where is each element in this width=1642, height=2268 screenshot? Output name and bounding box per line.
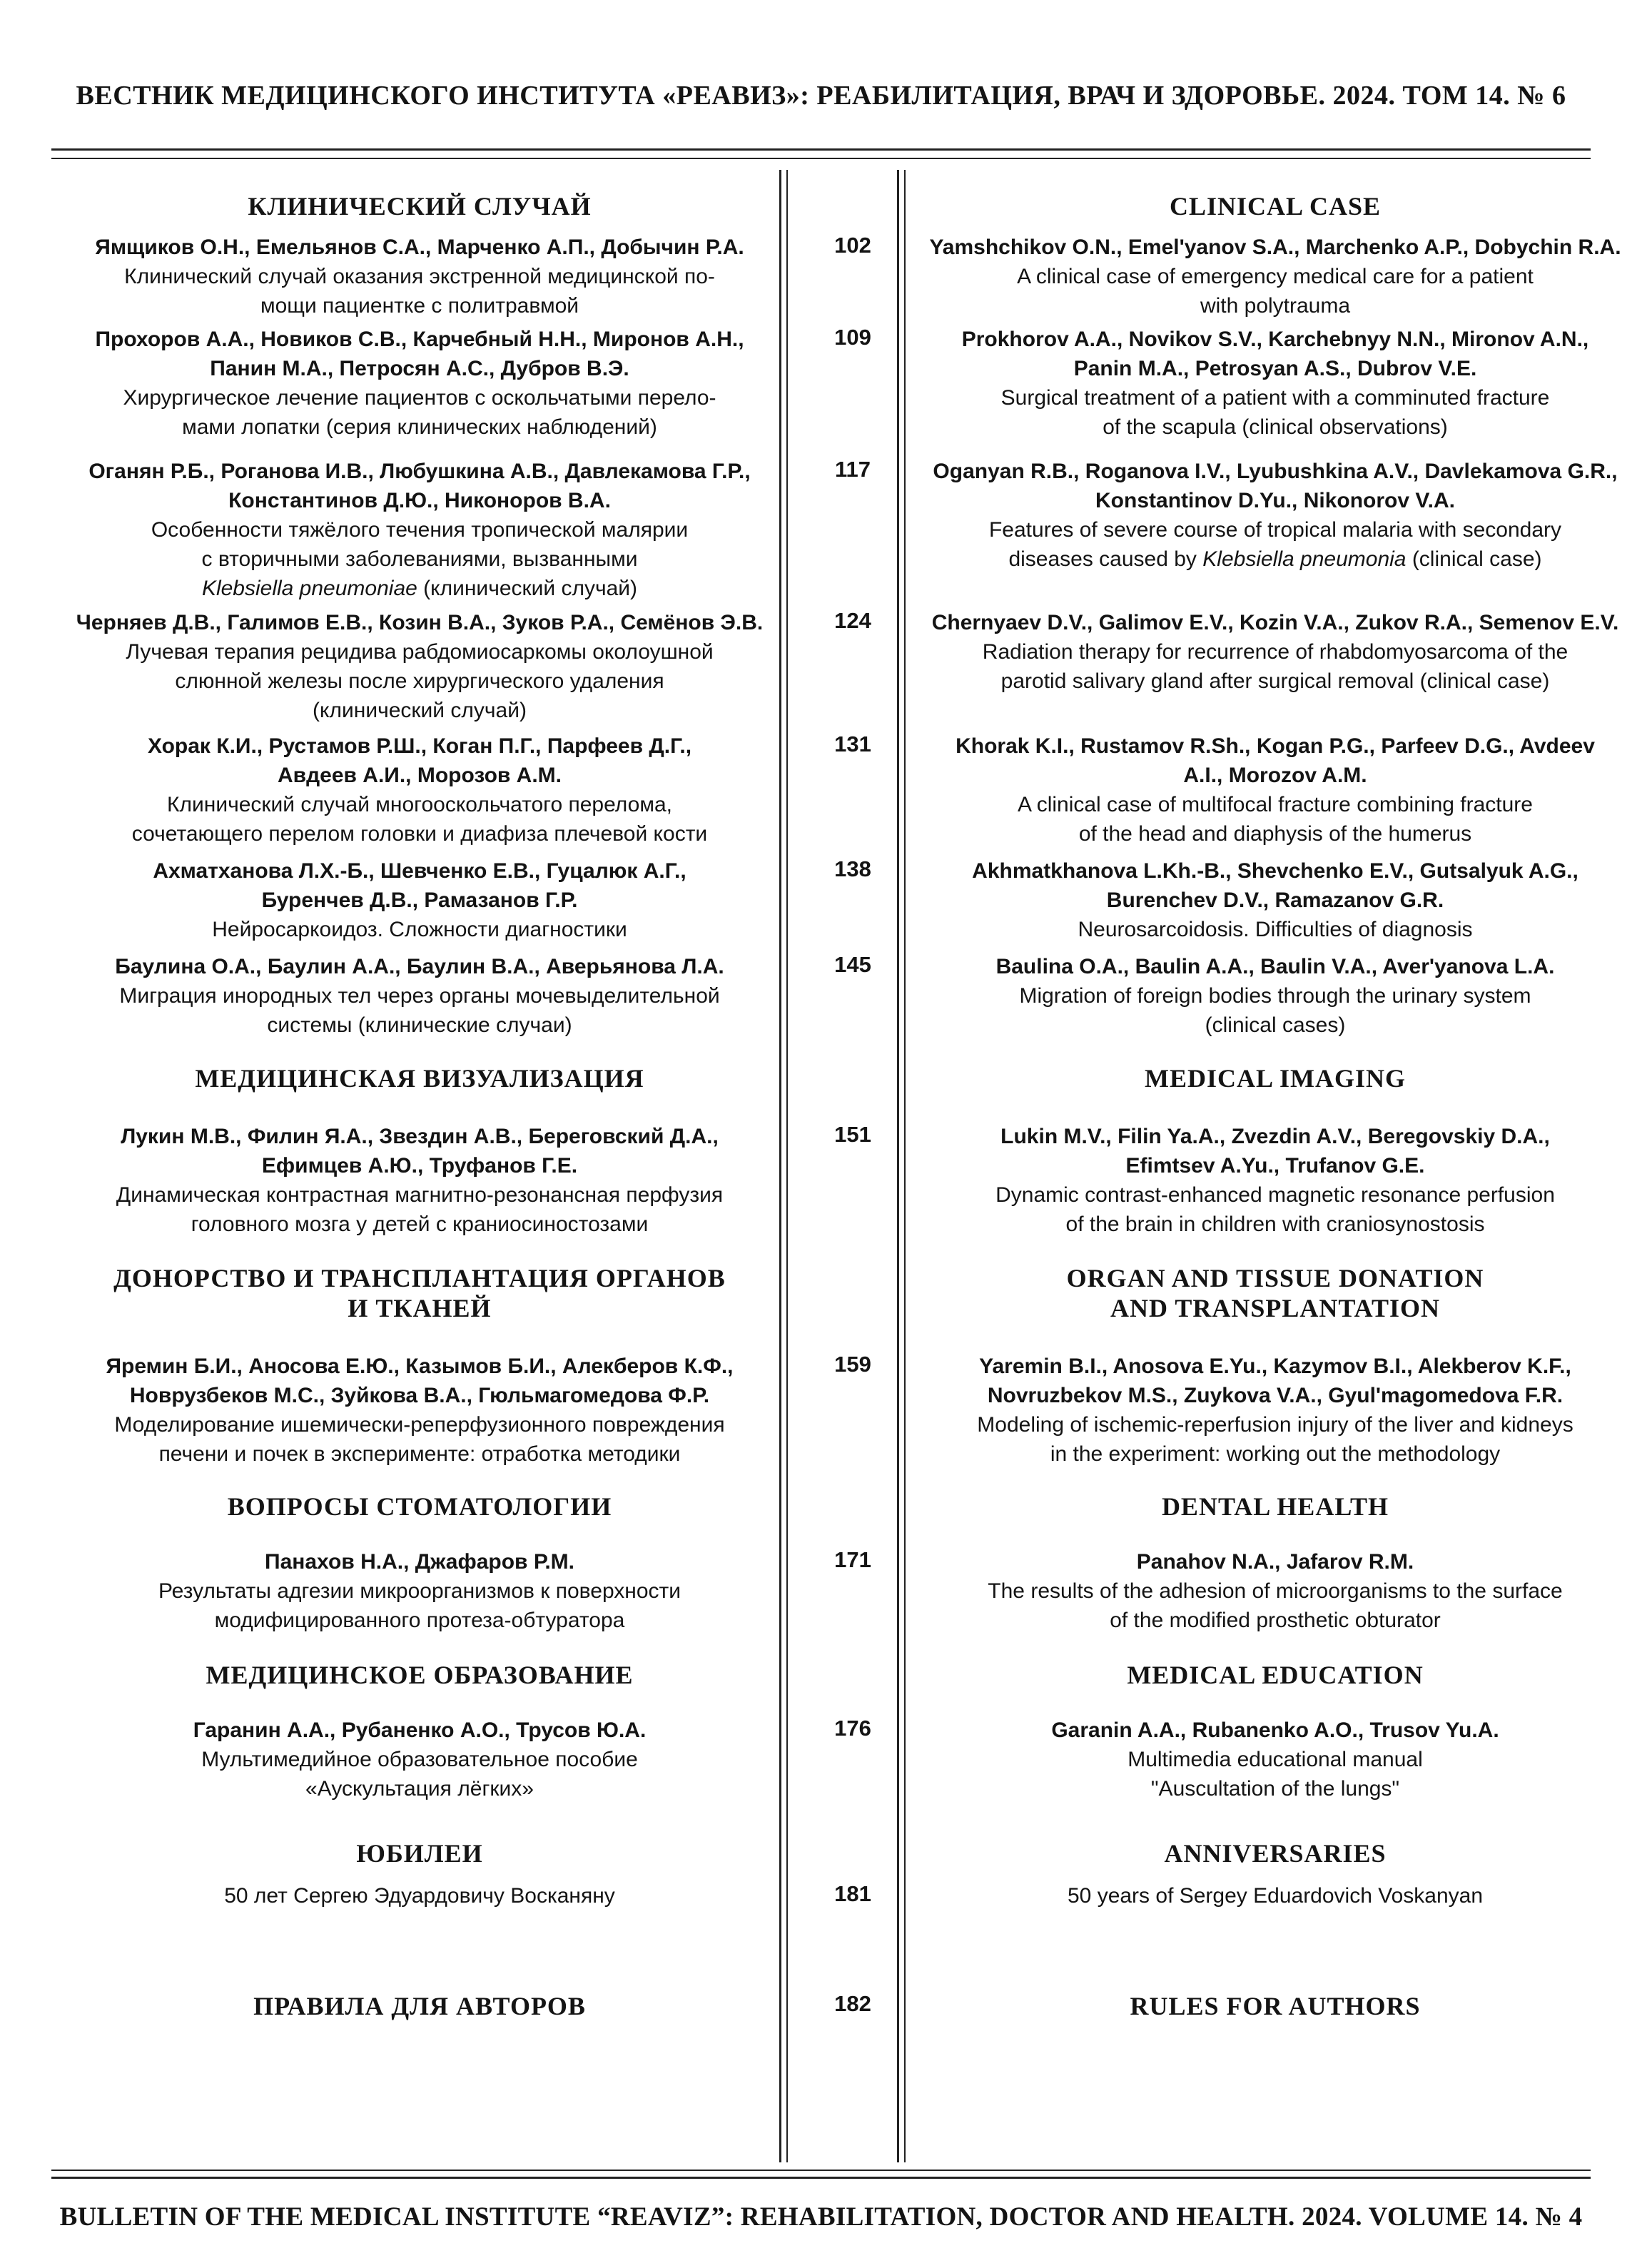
title-en: Modeling of ischemic-reperfusion injury of the liver and kidneys — [977, 1413, 1573, 1437]
page-number: 117 — [834, 457, 871, 482]
authors-en: Garanin A.A., Rubanenko A.O., Trusov Yu.A. — [1051, 1718, 1499, 1742]
section-title-ru: МЕДИЦИНСКАЯ ВИЗУАЛИЗАЦИЯ — [195, 1064, 644, 1093]
entry-ru — [63, 1881, 776, 1910]
section-title-ru: ВОПРОСЫ СТОМАТОЛОГИИ — [227, 1492, 612, 1521]
authors-ru: Авдеев А.И., Морозов А.М. — [277, 764, 562, 787]
title-ru — [63, 574, 776, 603]
authors-ru: Ефимцев А.Ю., Труфанов Г.Е. — [261, 1154, 578, 1178]
title-en: of the scapula (clinical observations) — [1103, 415, 1448, 439]
authors-en: Yaremin B.I., Anosova E.Yu., Kazymov B.I., Alekberov K.F., — [979, 1355, 1571, 1378]
page-number: 131 — [834, 731, 871, 756]
title-ru: Моделирование ишемически-реперфузионного повреждения — [114, 1413, 725, 1437]
title-en: "Auscultation of the lungs" — [1150, 1777, 1400, 1801]
page-number: 145 — [834, 952, 871, 977]
title-ru: слюнной железы после хирургического удаления — [175, 669, 664, 693]
authors-ru: Буренчев Д.В., Рамазанов Г.Р. — [261, 889, 578, 912]
authors-ru: Панин М.А., Петросян А.С., Дубров В.Э. — [210, 357, 629, 380]
section-title-ru: ЮБИЛЕИ — [356, 1839, 483, 1868]
authors-en: Efimtsev A.Yu., Trufanov G.E. — [1125, 1154, 1425, 1178]
authors-ru: Гаранин А.А., Рубаненко А.О., Трусов Ю.А. — [193, 1718, 647, 1742]
authors-en: Akhmatkhanova L.Kh.-B., Shevchenko E.V., Gutsalyuk A.G., — [972, 859, 1578, 883]
authors-en: Novruzbekov M.S., Zuykova V.A., Gyul'magomedova F.R. — [987, 1384, 1564, 1407]
authors-en: Oganyan R.B., Roganova I.V., Lyubushkina A.V., Davlekamova G.R., — [933, 460, 1618, 483]
title-en: Multimedia educational manual — [1127, 1748, 1423, 1771]
authors-ru: Панахов Н.А., Джафаров Р.М. — [265, 1550, 574, 1574]
section-title-en: ANNIVERSARIES — [1164, 1839, 1387, 1868]
title-en: The results of the adhesion of microorganisms to the surface — [988, 1579, 1563, 1603]
title-en: Features of severe course of tropical malaria with secondary — [988, 518, 1562, 542]
section-title-ru: КЛИНИЧЕСКИЙ СЛУЧАЙ — [248, 192, 592, 221]
title-ru: Нейросаркоидоз. Сложности диагностики — [212, 918, 627, 941]
section-title-ru: МЕДИЦИНСКОЕ ОБРАЗОВАНИЕ — [206, 1661, 634, 1689]
title-ru: «Аускультация лёгких» — [305, 1777, 534, 1801]
title-en: Radiation therapy for recurrence of rhabdomyosarcoma of the — [982, 640, 1568, 664]
species-name: Klebsiella pneumonia — [1202, 547, 1407, 571]
title-en: Migration of foreign bodies through the urinary system — [1019, 984, 1531, 1008]
title-en: of the modified prosthetic obturator — [1110, 1609, 1441, 1632]
entry-ru — [63, 325, 776, 442]
entry-en — [908, 1547, 1642, 1635]
title-tail: (clinical case) — [1406, 547, 1542, 571]
title-en: Neurosarcoidosis. Difficulties of diagnosis — [1078, 918, 1473, 941]
running-header: ВЕСТНИК МЕДИЦИНСКОГО ИНСТИТУТА «РЕАВИЗ»: РЕАБИЛИТАЦИЯ, ВРАЧ И ЗДОРОВЬЕ. 2024. ТОМ 14. № 6 — [76, 81, 1566, 111]
title-en: (clinical cases) — [1205, 1013, 1346, 1037]
title-ru: головного мозга у детей с краниосиностозами — [191, 1213, 649, 1236]
title-ru: Хирургическое лечение пациентов с оскольчатыми перело- — [123, 386, 716, 410]
title-en: Surgical treatment of a patient with a comminuted fracture — [1000, 386, 1550, 410]
title-ru: мощи пациентке с политравмой — [260, 294, 579, 318]
section-title-ru: ПРАВИЛА ДЛЯ АВТОРОВ — [253, 1992, 586, 2020]
entry-en — [908, 1716, 1642, 1803]
authors-ru: Прохоров А.А., Новиков С.В., Карчебный Н.Н., Миронов А.Н., — [95, 328, 744, 351]
title-ru: Результаты адгезии микроорганизмов к поверхности — [158, 1579, 681, 1603]
page-number: 138 — [834, 856, 871, 881]
title-ru: Особенности тяжёлого течения тропической малярии — [151, 518, 689, 542]
title-ru: печени и почек в эксперименте: отработка методики — [158, 1442, 681, 1466]
page-number: 102 — [834, 233, 871, 258]
top-divider — [51, 148, 1591, 159]
title-ru: 50 лет Сергею Эдуардовичу Восканяну — [224, 1884, 615, 1908]
entry-ru — [63, 731, 776, 849]
page-number: 159 — [834, 1352, 871, 1377]
authors-en: A.I., Morozov A.M. — [1183, 764, 1367, 787]
entry-en — [908, 233, 1642, 320]
authors-en: Burenchev D.V., Ramazanov G.R. — [1106, 889, 1444, 912]
title-en: A clinical case of emergency medical care for a patient — [1017, 265, 1534, 288]
section-title-ru — [63, 1263, 776, 1323]
bottom-divider — [51, 2170, 1591, 2179]
title-ru: Мультимедийное образовательное пособие — [201, 1748, 638, 1771]
section-title-ru-line: И ТКАНЕЙ — [348, 1294, 492, 1322]
page-number: 182 — [834, 1991, 871, 2016]
entry-en — [908, 731, 1642, 849]
entry-en — [908, 457, 1642, 574]
title-en: in the experiment: working out the methodology — [1050, 1442, 1501, 1466]
section-title-en: MEDICAL EDUCATION — [1127, 1661, 1424, 1689]
authors-en: Prokhorov A.A., Novikov S.V., Karchebnyy N.N., Mironov A.N., — [961, 328, 1589, 351]
title-ru: Клинический случай оказания экстренной медицинской по- — [124, 265, 715, 288]
entry-en — [908, 856, 1642, 944]
title-en: A clinical case of multifocal fracture combining fracture — [1018, 793, 1533, 816]
authors-en: Konstantinov D.Yu., Nikonorov V.A. — [1095, 489, 1455, 512]
title-tail: (клинический случай) — [417, 577, 638, 600]
page-number: 124 — [834, 608, 871, 633]
title-ru: Миграция инородных тел через органы мочевыделительной — [119, 984, 720, 1008]
authors-en: Panahov N.A., Jafarov R.M. — [1136, 1550, 1414, 1574]
authors-en: Chernyaev D.V., Galimov E.V., Kozin V.A., Zukov R.A., Semenov E.V. — [931, 611, 1619, 634]
entry-ru — [63, 856, 776, 944]
page-number: 151 — [834, 1122, 871, 1147]
entry-ru — [63, 457, 776, 603]
title-en: with polytrauma — [1200, 294, 1351, 318]
page-number: 171 — [834, 1547, 871, 1572]
title-ru: модифицированного протеза-обтуратора — [214, 1609, 625, 1632]
section-title-en: DENTAL HEALTH — [1161, 1492, 1389, 1521]
section-title-en: CLINICAL CASE — [1169, 192, 1382, 221]
title-ru: (клинический случай) — [313, 699, 527, 722]
authors-ru: Лукин М.В., Филин Я.А., Звездин А.В., Береговский Д.А., — [121, 1125, 719, 1148]
entry-ru — [63, 1547, 776, 1635]
title-ru: системы (клинические случаи) — [267, 1013, 572, 1037]
section-title-en: RULES FOR AUTHORS — [1130, 1992, 1421, 2020]
title-en: Dynamic contrast-enhanced magnetic resonance perfusion — [995, 1183, 1555, 1207]
entry-ru — [63, 233, 776, 320]
authors-en: Yamshchikov O.N., Emel'yanov S.A., Marchenko A.P., Dobychin R.A. — [929, 236, 1621, 259]
title-en: parotid salivary gland after surgical removal (clinical case) — [1000, 669, 1550, 693]
entry-ru — [63, 952, 776, 1040]
entry-en — [908, 608, 1642, 696]
authors-ru: Ямщиков О.Н., Емельянов С.А., Марченко А.П., Добычин Р.А. — [95, 236, 744, 259]
page-number: 181 — [834, 1881, 871, 1906]
title-ru: Динамическая контрастная магнитно-резонансная перфузия — [116, 1183, 724, 1207]
title-en: 50 years of Sergey Eduardovich Voskanyan — [1067, 1884, 1484, 1908]
authors-ru: Яремин Б.И., Аносова Е.Ю., Казымов Б.И., Алекберов К.Ф., — [106, 1355, 734, 1378]
title-pre: diseases caused by — [1008, 547, 1203, 571]
authors-ru: Баулина О.А., Баулин А.А., Баулин В.А., Аверьянова Л.А. — [115, 955, 724, 978]
page-number: 109 — [834, 325, 871, 350]
entry-en — [908, 325, 1642, 442]
section-title-en-line: AND TRANSPLANTATION — [1110, 1294, 1441, 1322]
entry-en — [908, 1352, 1642, 1469]
authors-ru: Черняев Д.В., Галимов Е.В., Козин В.А., Зуков Р.А., Семёнов Э.В. — [76, 611, 764, 634]
title-ru: Лучевая терапия рецидива рабдомиосаркомы околоушной — [126, 640, 714, 664]
entry-ru — [63, 608, 776, 725]
entry-en — [908, 1122, 1642, 1239]
species-name: Klebsiella pneumoniae — [201, 577, 417, 600]
section-title-en — [908, 1263, 1642, 1323]
page-number: 176 — [834, 1716, 871, 1741]
entry-ru — [63, 1716, 776, 1803]
authors-ru: Ахматханова Л.Х.-Б., Шевченко Е.В., Гуцалюк А.Г., — [153, 859, 686, 883]
column-divider-left — [779, 170, 788, 2162]
entry-ru — [63, 1122, 776, 1239]
title-en: of the brain in children with craniosynostosis — [1065, 1213, 1485, 1236]
title-en — [908, 545, 1642, 574]
authors-en: Khorak K.I., Rustamov R.Sh., Kogan P.G., Parfeev D.G., Avdeev — [956, 734, 1595, 758]
authors-en: Lukin M.V., Filin Ya.A., Zvezdin A.V., Beregovskiy D.A., — [1000, 1125, 1550, 1148]
authors-ru: Оганян Р.Б., Роганова И.В., Любушкина А.В., Давлекамова Г.Р., — [88, 460, 751, 483]
authors-ru: Новрузбеков М.С., Зуйкова В.А., Гюльмагомедова Ф.Р. — [129, 1384, 710, 1407]
section-title-ru-line: ДОНОРСТВО И ТРАНСПЛАНТАЦИЯ ОРГАНОВ — [113, 1264, 726, 1292]
running-footer: BULLETIN OF THE MEDICAL INSTITUTE “REAVIZ”: REHABILITATION, DOCTOR AND HEALTH. 2024. VOLUME 14. № 4 — [59, 2202, 1583, 2232]
authors-ru: Константинов Д.Ю., Никоноров В.А. — [228, 489, 611, 512]
entry-ru — [63, 1352, 776, 1469]
title-ru: сочетающего перелом головки и диафиза плечевой кости — [131, 822, 708, 846]
title-ru: с вторичными заболеваниями, вызванными — [201, 547, 638, 571]
title-en: of the head and diaphysis of the humerus — [1078, 822, 1472, 846]
authors-en: Panin M.A., Petrosyan A.S., Dubrov V.E. — [1073, 357, 1477, 380]
title-ru: мами лопатки (серия клинических наблюдений) — [182, 415, 657, 439]
authors-en: Baulina O.A., Baulin A.A., Baulin V.A., Aver'yanova L.A. — [995, 955, 1555, 978]
entry-en — [908, 952, 1642, 1040]
section-title-en: MEDICAL IMAGING — [1144, 1064, 1407, 1093]
section-title-en-line: ORGAN AND TISSUE DONATION — [1066, 1264, 1484, 1292]
authors-ru: Хорак К.И., Рустамов Р.Ш., Коган П.Г., Парфеев Д.Г., — [147, 734, 692, 758]
entry-en — [908, 1881, 1642, 1910]
title-ru: Клинический случай многооскольчатого перелома, — [167, 793, 672, 816]
